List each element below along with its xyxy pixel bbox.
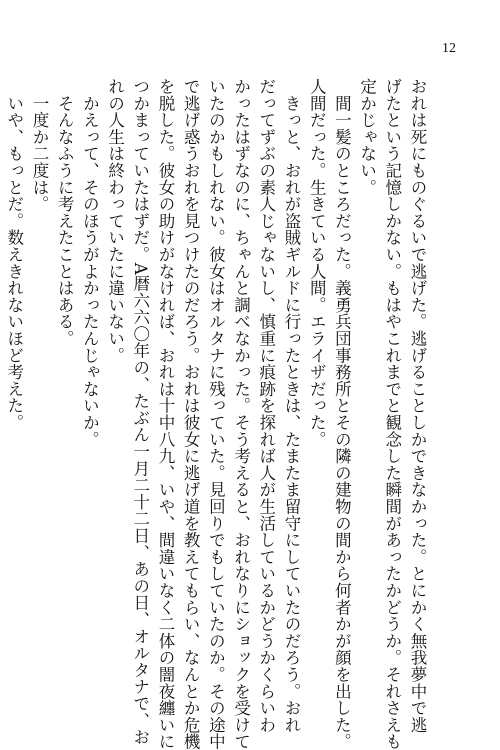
body-text xyxy=(4,78,430,750)
text-line: いたのかもしれない。彼女はオルタナに残っていた。見回りでもしていたのか。その途中 xyxy=(206,78,226,750)
text-line: 間一髪のところだった。義勇兵団事務所とその隣の建物の間から何者かが顔を出した。 xyxy=(332,78,352,750)
text-line: きっと、おれが盗賊ギルドに行ったときは、たまたま留守にしていたのだろう。おれ xyxy=(281,78,301,734)
text-line: おれは死にものぐるいで逃げた。逃げることしかできなかった。とにかく無我夢中で逃 xyxy=(408,78,427,734)
text-line: 一度か二度は。 xyxy=(29,78,49,213)
text-line: かえって、そのほうがよかったんじゃないか。 xyxy=(80,78,100,448)
text-line: そんなふうに考えたことはある。 xyxy=(55,78,75,347)
text-line: つかまっていたはずだ。A暦六六〇年の、たぶん一月二十二日、あの日、オルタナで、お xyxy=(130,78,150,746)
text-line: かったはずなのに、ちゃんと調べなかった。そう考えると、おれなりにショックを受けて xyxy=(231,78,251,750)
text-line: 人間だった。生きている人間。エライザだった。 xyxy=(307,78,327,448)
text-line: いや、もっとだ。数えきれないほど考えた。 xyxy=(4,78,24,431)
text-line: を脱した。彼女の助けがなければ、おれは十中八九、いや、間違いなく二体の闇夜纏いに xyxy=(155,78,175,750)
text-line: れの人生は終わっていたに違いない。 xyxy=(105,78,125,364)
page-number: 12 xyxy=(442,41,456,56)
text-line: げたという記憶しかない。もはやこれまでと観念した瞬間があったかどうか。それさえも xyxy=(382,78,402,750)
text-line: だってずぶの素人じゃないし、慎重に痕跡を探れば人が生活しているかどうかくらいわ xyxy=(256,78,276,734)
text-line: 定かじゃない。 xyxy=(357,78,377,196)
text-line: で逃げ惑うおれを見つけたのだろう。おれは彼女に逃げ道を教えてもらい、なんとか危機 xyxy=(181,78,201,750)
